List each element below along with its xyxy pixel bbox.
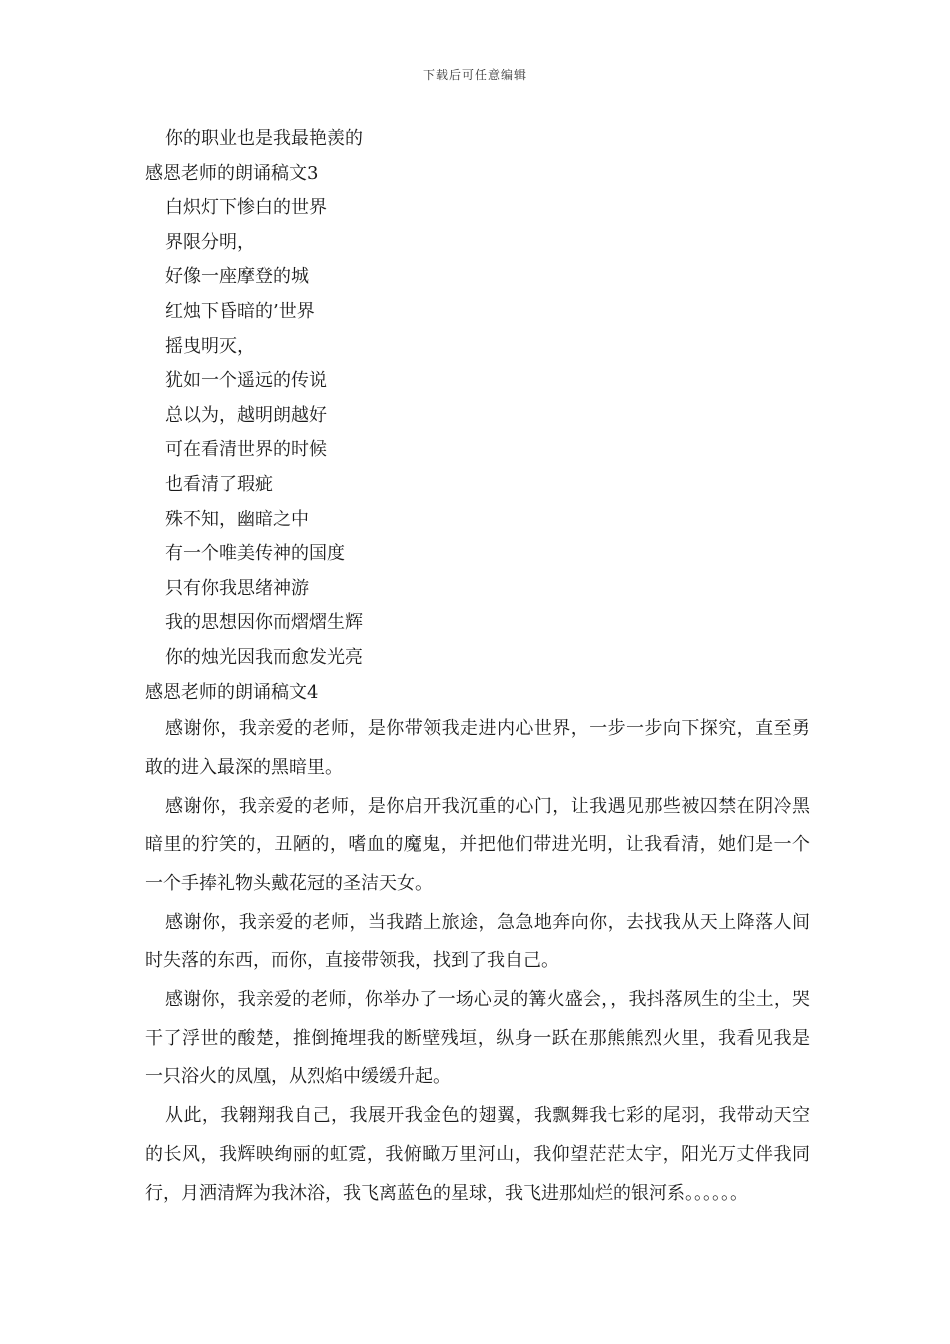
poem-line: 你的职业也是我最艳羡的	[165, 128, 363, 149]
paragraph: 从此，我翱翔我自己，我展开我金色的翅翼，我飘舞我七彩的尾羽，我带动天空的长风，我辉映绚丽的虹霓，我俯瞰万里河山，我仰望茫茫太宇，阳光万丈伴我同行，月洒清辉为我沐浴，我飞离蓝色的星球，我飞进那灿烂的银河系。。。。。。	[145, 1105, 810, 1204]
poem-line: 好像一座摩登的城	[165, 266, 309, 288]
poem-line: 只有你我思绪神游	[165, 577, 309, 599]
poem-line: 也看清了瑕疵	[165, 473, 273, 495]
poem-line: 总以为，越明朗越好	[165, 404, 327, 426]
poem-line: 殊不知，幽暗之中	[165, 508, 309, 530]
poem-line: 有一个唯美传神的国度	[165, 543, 345, 565]
paragraph: 感谢你，我亲爱的老师，你举办了一场心灵的篝火盛会，，我抖落夙生的尘土，哭干了浮世的酸楚，推倒掩埋我的断壁残垣，纵身一跃在那熊熊烈火里，我看见我是一只浴火的凤凰，从烈焰中缓缓升起。	[145, 989, 810, 1088]
poem-line: 界限分明，	[165, 231, 255, 253]
poem-line: 你的烛光因我而愈发光亮	[165, 646, 363, 668]
paragraph: 感谢你，我亲爱的老师，是你带领我走进内心世界，一步一步向下探究，直至勇敢的进入最深的黑暗里。	[145, 718, 810, 778]
section-title: 感恩老师的朗诵稿文4	[145, 681, 319, 703]
poem-line: 红烛下昏暗的’世界	[165, 300, 315, 322]
paragraph: 感谢你，我亲爱的老师，是你启开我沉重的心门，让我遇见那些被囚禁在阴冷黑暗里的狞笑的，丑陋的，嗜血的魔鬼，并把他们带进光明，让我看清，她们是一个一个手捧礼物头戴花冠的圣洁天女。	[145, 795, 810, 894]
page-header: 下载后可任意编辑	[422, 68, 527, 82]
poem-line: 犹如一个遥远的传说	[165, 370, 327, 392]
poem-line: 我的思想因你而熠熠生辉	[165, 612, 363, 634]
document-body	[145, 122, 810, 1213]
section-title: 感恩老师的朗诵稿文3	[145, 162, 319, 184]
poem-line: 摇曳明灭，	[165, 335, 255, 357]
paragraph: 感谢你，我亲爱的老师，当我踏上旅途，急急地奔向你，去找我从天上降落人间时失落的东西，而你，直接带领我，找到了我自己。	[145, 911, 810, 972]
poem-line: 白炽灯下惨白的世界	[165, 197, 327, 219]
poem-line: 可在看清世界的时候	[165, 439, 327, 461]
